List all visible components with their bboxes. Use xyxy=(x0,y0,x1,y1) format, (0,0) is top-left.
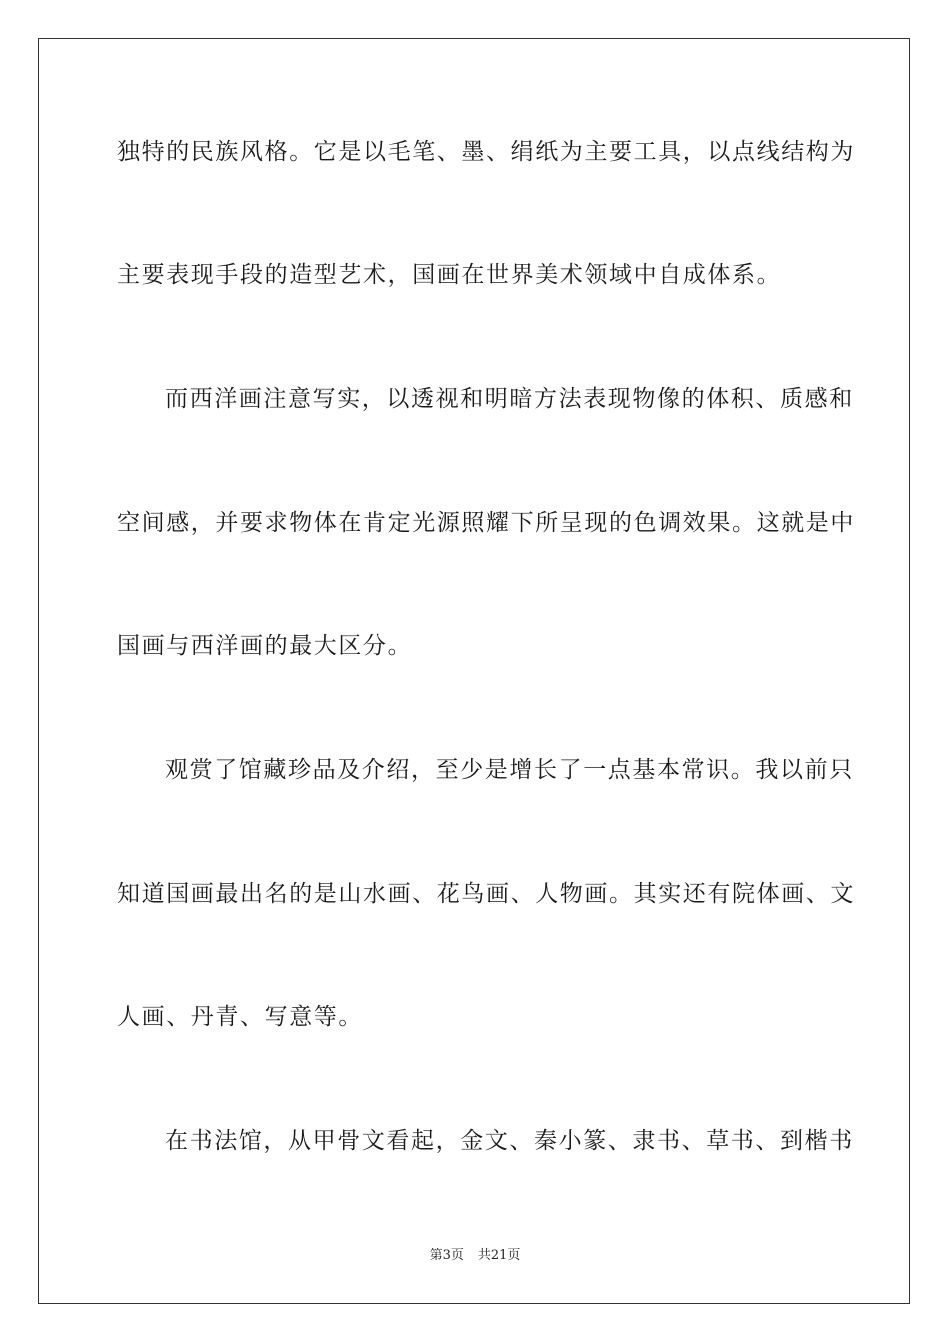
page-number: 第3页 xyxy=(429,1248,464,1263)
text-line: 独特的民族风格。它是以毛笔、墨、绢纸为主要工具，以点线结构为 xyxy=(117,139,855,165)
paragraph-first-line: 观赏了馆藏珍品及介绍，至少是增长了一点基本常识。我以前只 xyxy=(165,757,854,783)
paragraph-first-line: 而西洋画注意写实，以透视和明暗方法表现物像的体积、质感和 xyxy=(165,386,854,412)
text-line: 知道国画最出名的是山水画、花鸟画、人物画。其实还有院体画、文 xyxy=(117,881,855,907)
text-line: 空间感，并要求物体在肯定光源照耀下所呈现的色调效果。这就是中 xyxy=(117,510,855,536)
text-line: 人画、丹青、写意等。 xyxy=(117,1004,363,1030)
paragraph-first-line: 在书法馆，从甲骨文看起，金文、秦小篆、隶书、草书、到楷书 xyxy=(165,1128,854,1154)
text-line: 主要表现手段的造型艺术，国画在世界美术领域中自成体系。 xyxy=(117,262,782,288)
page-total: 共21页 xyxy=(477,1248,521,1263)
text-line: 国画与西洋画的最大区分。 xyxy=(117,633,413,659)
page-frame xyxy=(38,38,910,1304)
page-footer xyxy=(0,1247,950,1265)
